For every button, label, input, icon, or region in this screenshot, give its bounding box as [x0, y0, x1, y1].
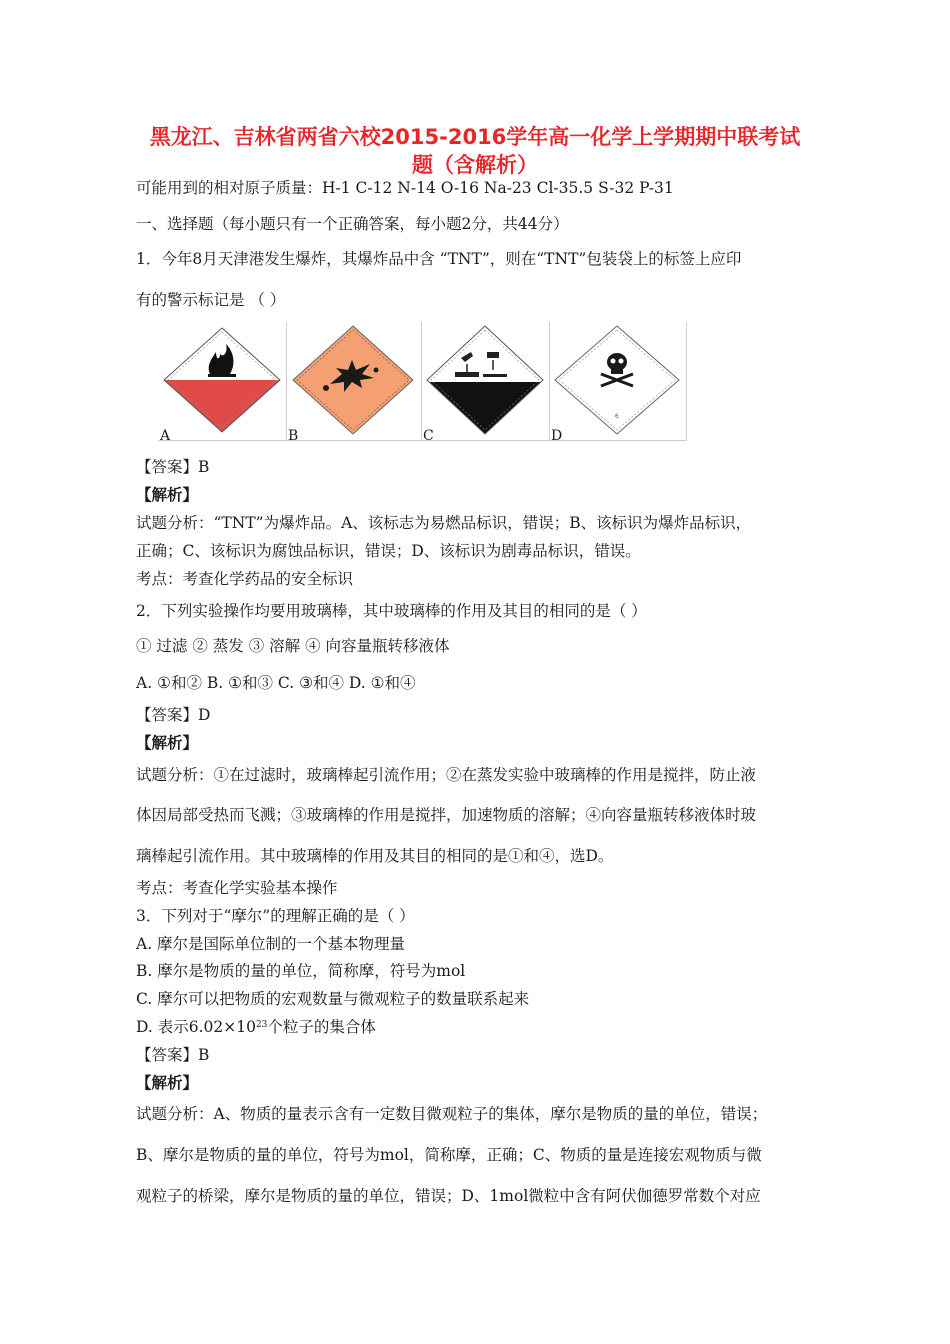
option-c-letter: C — [423, 428, 434, 444]
q3-option-d-exponent: 23 — [255, 1020, 268, 1030]
q3-option-a: A. 摩尔是国际单位制的一个基本物理量 — [136, 935, 406, 953]
q1-stem-line-2: 有的警示标记是 （ ） — [136, 291, 286, 309]
option-d-sign — [549, 322, 687, 444]
title-line-2: 题（含解析） — [412, 153, 538, 177]
q3-option-c: C. 摩尔可以把物质的宏观数量与微观粒子的数量联系起来 — [136, 990, 530, 1008]
document-title — [95, 123, 855, 179]
q2-analysis-line-3: 璃棒起引流作用。其中玻璃棒的作用及其目的相同的是①和④，选D。 — [136, 847, 614, 865]
title-line-1: 黑龙江、吉林省两省六校2015-2016学年高一化学上学期期中联考试 — [149, 125, 801, 149]
q3-analysis-line-1: 试题分析：A、物质的量表示含有一定数目微观粒子的集体，摩尔是物质的量的单位，错误； — [136, 1105, 768, 1123]
option-a-sign — [158, 322, 287, 444]
q1-analysis-line-2: 正确；C、该标识为腐蚀品标识，错误；D、该标识为剧毒品标识，错误。 — [136, 542, 641, 560]
q1-point: 考点：考查化学药品的安全标识 — [136, 570, 354, 588]
q2-choices: A. ①和② B. ①和③ C. ③和④ D. ①和④ — [136, 674, 416, 692]
svg-text:6: 6 — [615, 413, 619, 420]
explosive-sign-icon — [286, 322, 421, 440]
q1-answer: 【答案】B — [136, 458, 210, 476]
q2-items: ① 过滤 ② 蒸发 ③ 溶解 ④ 向容量瓶转移液体 — [136, 637, 450, 655]
option-d-letter: D — [551, 428, 563, 444]
q3-option-d-prefix: D. 表示6.02×10 — [136, 1018, 256, 1036]
atomic-masses: 可能用到的相对原子质量：H-1 C-12 N-14 O-16 Na-23 Cl-35.5 S-32 P-31 — [136, 179, 674, 197]
q3-option-d-suffix: 个粒子的集合体 — [267, 1018, 376, 1036]
option-c-sign — [421, 322, 550, 444]
q2-analysis-line-2: 体因局部受热而飞溅；③玻璃棒的作用是搅拌，加速物质的溶解；④向容量瓶转移液体时玻 — [136, 806, 757, 824]
q3-analysis-line-2: B、摩尔是物质的量的单位，符号为mol，简称摩，正确；C、物质的量是连接宏观物质与微 — [136, 1146, 762, 1164]
q3-analysis-heading: 【解析】 — [136, 1073, 199, 1092]
q3-option-d — [136, 1017, 376, 1037]
q3-analysis-line-3: 观粒子的桥梁，摩尔是物质的量的单位，错误；D、1mol微粒中含有阿伏伽德罗常数个对应 — [136, 1187, 761, 1205]
option-b-letter: B — [288, 428, 299, 444]
option-a-letter: A — [160, 428, 171, 444]
corrosive-sign-icon — [421, 322, 549, 440]
q3-option-b: B. 摩尔是物质的量的单位，简称摩，符号为mol — [136, 962, 466, 980]
q1-analysis-line-1: 试题分析：“TNT”为爆炸品。A、该标志为易燃品标识，错误；B、该标识为爆炸品标识， — [136, 514, 752, 532]
q3-stem: 3．下列对于“摩尔”的理解正确的是（ ） — [136, 907, 415, 925]
q3-answer: 【答案】B — [136, 1046, 210, 1064]
q2-analysis-heading: 【解析】 — [136, 733, 199, 752]
q1-analysis-heading: 【解析】 — [136, 485, 199, 504]
q2-analysis-line-1: 试题分析：①在过滤时，玻璃棒起引流作用；②在蒸发实验中玻璃棒的作用是搅拌，防止液 — [136, 766, 757, 784]
q2-point: 考点：考查化学实验基本操作 — [136, 879, 338, 897]
option-b-sign — [286, 322, 422, 444]
q2-stem: 2．下列实验操作均要用玻璃棒，其中玻璃棒的作用及其目的相同的是（ ） — [136, 602, 647, 620]
hazard-sign-options — [158, 322, 686, 444]
flammable-sign-icon — [158, 322, 286, 440]
q2-answer: 【答案】D — [136, 706, 211, 724]
toxic-sign-icon — [549, 322, 686, 440]
section-heading: 一、选择题（每小题只有一个正确答案，每小题2分，共44分） — [136, 215, 569, 233]
q1-stem-line-1: 1．今年8月天津港发生爆炸，其爆炸品中含 “TNT”，则在“TNT”包装袋上的标签上应印 — [136, 250, 742, 268]
